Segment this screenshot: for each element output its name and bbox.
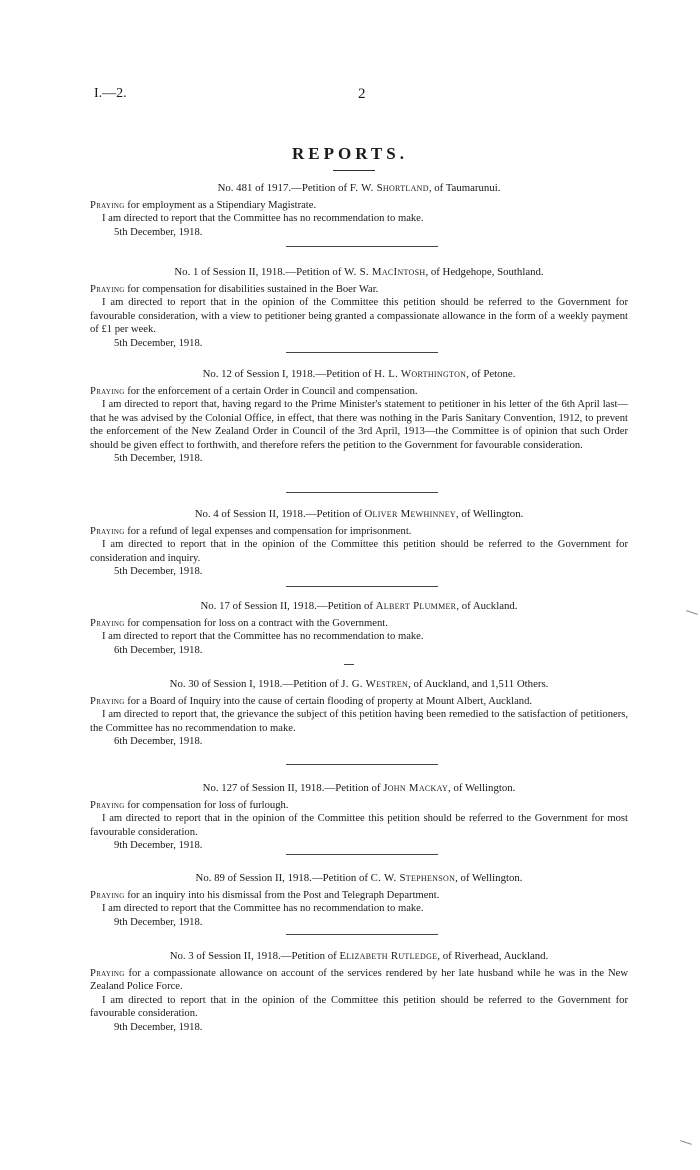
page-number: 2: [358, 86, 366, 102]
report-heading: No. 3 of Session II, 1918.—Petition of Elizabeth Rutledge, of Riverhead, Auckland.: [169, 950, 549, 962]
petitioner-name: Elizabeth Rutledge: [339, 950, 438, 962]
report-body: [90, 617, 628, 658]
report-date: 6th December, 1918.: [114, 736, 203, 747]
praying-clause: Praying for compensation for loss on a contract with the Government.: [90, 617, 388, 629]
petitioner-name: W. S. MacIntosh: [344, 266, 426, 278]
report-heading: No. 30 of Session I, 1918.—Petition of J. G. Westren, of Auckland, and 1,511 Others.: [169, 678, 549, 690]
report-date: 9th December, 1918.: [114, 1021, 203, 1033]
report-date: 5th December, 1918.: [114, 453, 203, 464]
report-date: 9th December, 1918.: [114, 916, 203, 928]
separator-rule: [286, 854, 438, 855]
scan-edge-mark: [680, 1140, 692, 1145]
report-body: [90, 525, 628, 579]
report-heading: No. 12 of Session I, 1918.—Petition of H. L. Worthington, of Petone.: [202, 368, 516, 380]
page-title: REPORTS.: [292, 144, 408, 163]
report-date: 9th December, 1918.: [114, 840, 203, 851]
report-5: [90, 600, 628, 657]
report-heading: No. 481 of 1917.—Petition of F. W. Shortland, of Taumarunui.: [217, 182, 501, 194]
report-body: [90, 967, 628, 1035]
report-1: [90, 182, 628, 239]
praying-clause: Praying for employment as a Stipendiary Magistrate.: [90, 199, 317, 211]
praying-clause: Praying for compensation for loss of furlough.: [90, 799, 289, 811]
report-text: I am directed to report that, having regard to the Prime Minister's statement to petitioner in his letter of the 6th April last—that he was advised by the Colonial Office, in effect, that there was nothing in the Paris Sanitary Convention, 1912, to prevent the enforcement of the New Zealand Order in Council of the 3rd April, 1913—the Committee is of opinion that such Order should be given effect to forthwith, and therefore refers the petition to the Government for favourable consideration.: [90, 399, 628, 451]
scan-edge-mark: [686, 610, 698, 615]
report-text: I am directed to report that in the opinion of the Committee this petition should be referred to the Government for consideration and inquiry.: [90, 539, 628, 564]
report-date: 5th December, 1918.: [114, 337, 203, 349]
report-date: 6th December, 1918.: [114, 644, 203, 656]
document-reference: I.—2.: [94, 86, 127, 101]
report-date: 5th December, 1918.: [114, 226, 203, 238]
report-9: [90, 950, 628, 1034]
petitioner-name: F. W. Shortland: [349, 182, 429, 194]
report-heading: No. 17 of Session II, 1918.—Petition of Albert Plummer, of Auckland.: [200, 600, 518, 612]
separator-rule: [286, 934, 438, 935]
separator-rule: [344, 664, 354, 665]
report-body: [90, 199, 628, 240]
petitioner-name: H. L. Worthington: [374, 368, 467, 380]
praying-clause: Praying for an inquiry into his dismissal from the Post and Telegraph Department.: [90, 889, 440, 901]
page-header: [94, 86, 634, 106]
report-body: [90, 695, 628, 749]
report-2: [90, 266, 628, 350]
petitioner-name: Oliver Mewhinney: [364, 508, 456, 520]
report-text: I am directed to report that the Committee has no recommendation to make.: [102, 213, 424, 224]
praying-clause: Praying for a refund of legal expenses and compensation for imprisonment.: [90, 525, 412, 537]
petitioner-name: C. W. Stephenson: [370, 872, 456, 884]
report-heading: No. 89 of Session II, 1918.—Petition of C. W. Stephenson, of Wellington.: [195, 872, 523, 884]
report-3: [90, 368, 628, 466]
separator-rule: [286, 764, 438, 765]
separator-rule: [286, 492, 438, 493]
report-text: I am directed to report that the Committee has no recommendation to make.: [102, 631, 424, 642]
report-7: [90, 782, 628, 853]
report-text: I am directed to report that the Committee has no recommendation to make.: [102, 903, 424, 914]
report-body: [90, 889, 628, 930]
report-body: [90, 799, 628, 853]
report-heading: No. 1 of Session II, 1918.—Petition of W. S. MacIntosh, of Hedgehope, Southland.: [174, 266, 544, 278]
separator-rule: [286, 352, 438, 353]
praying-clause: Praying for the enforcement of a certain Order in Council and compensation.: [90, 385, 418, 397]
report-text: I am directed to report that in the opinion of the Committee this petition should be referred to the Government for most favourable consideration.: [90, 813, 628, 838]
report-body: [90, 283, 628, 351]
separator-rule: [286, 586, 438, 587]
praying-clause: Praying for a compassionate allowance on account of the services rendered by her late husband while he was in the New Zealand Police Force.: [90, 967, 628, 992]
petitioner-name: John Mackay: [383, 782, 449, 794]
report-heading: No. 127 of Session II, 1918.—Petition of John Mackay, of Wellington.: [202, 782, 516, 794]
praying-clause: Praying for a Board of Inquiry into the cause of certain flooding of property at Mount Albert, Auckland.: [90, 695, 533, 707]
report-text: I am directed to report that, the grievance the subject of this petition having been remedied to the satisfaction of petitioners, the Committee has no recommendation to make.: [90, 709, 628, 734]
report-text: I am directed to report that in the opinion of the Committee this petition should be referred to the Government for favourable consideration, with a view to petitioner being granted a compassionate allowance in the form of a weekly payment of £1 per week.: [90, 297, 628, 335]
report-body: [90, 385, 628, 466]
praying-clause: Praying for compensation for disabilities sustained in the Boer War.: [90, 283, 379, 295]
separator-rule: [286, 246, 438, 247]
report-4: [90, 508, 628, 579]
report-date: 5th December, 1918.: [114, 566, 203, 577]
report-6: [90, 678, 628, 749]
petitioner-name: Albert Plummer: [375, 600, 457, 612]
report-text: I am directed to report that in the opinion of the Committee this petition should be referred to the Government for favourable consideration.: [90, 994, 628, 1019]
petitioner-name: J. G. Westren: [341, 678, 409, 690]
report-8: [90, 872, 628, 929]
report-heading: No. 4 of Session II, 1918.—Petition of Oliver Mewhinney, of Wellington.: [194, 508, 524, 520]
title-rule: [333, 170, 375, 171]
